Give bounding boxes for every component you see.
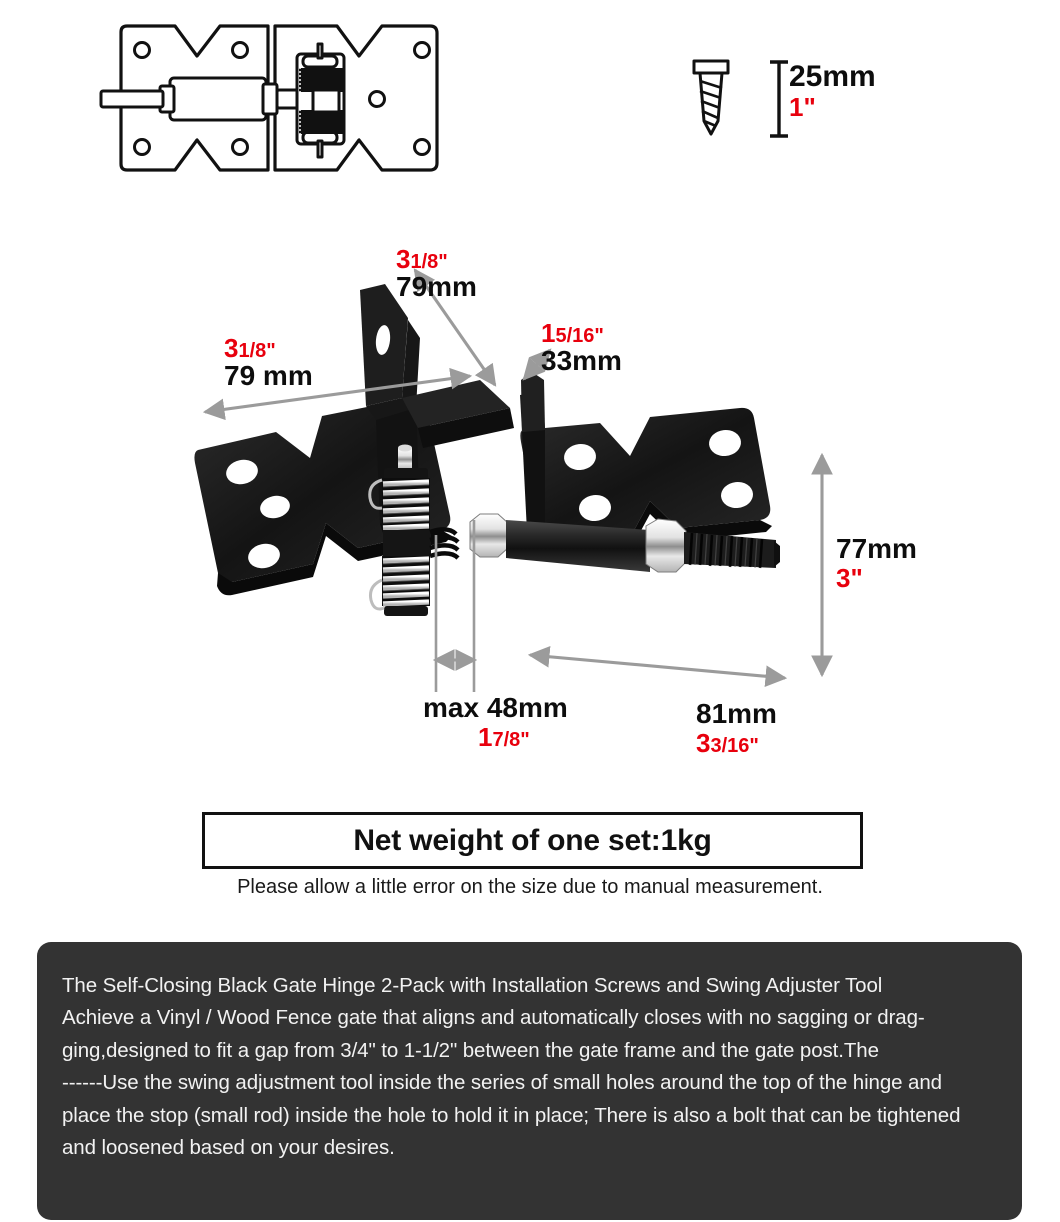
hinge-line-drawing	[85, 8, 485, 188]
dim-label-48mm: max 48mm 17/8"	[423, 692, 568, 752]
dim-label-79mm-left: 31/8" 79 mm	[224, 333, 313, 391]
dim-label-77mm: 77mm 3"	[836, 533, 917, 593]
dim-screw-25mm: 25mm 1"	[789, 60, 876, 122]
description-line-4: ------Use the swing adjustment tool inside the series of small holes around the top of the hinge and	[62, 1071, 942, 1095]
description-line-1: The Self-Closing Black Gate Hinge 2-Pack with Installation Screws and Swing Adjuster Tool	[62, 974, 883, 997]
description-line-6: and loosened based on your desires.	[62, 1135, 395, 1159]
dim-label-81mm: 81mm 33/16"	[696, 698, 777, 758]
description-line-3: ging,designed to fit a gap from 3/4" to 1-1/2" between the gate frame and the gate post.The	[62, 1038, 879, 1062]
net-weight-box	[202, 812, 863, 869]
screw-icon	[688, 55, 734, 140]
dimension-arrows	[150, 240, 1010, 760]
description-line-2: Achieve a Vinyl / Wood Fence gate that aligns and automatically closes with no sagging or drag-	[62, 1006, 925, 1030]
measurement-disclaimer: Please allow a little error on the size due to manual measurement.	[237, 876, 823, 898]
dim-label-33mm: 15/16" 33mm	[541, 318, 622, 376]
product-description-panel	[37, 942, 1022, 1220]
description-line-5: place the stop (small rod) inside the hole to hold it in place; There is also a bolt that can be tightened	[62, 1103, 961, 1127]
dim-label-79mm-top: 31/8" 79mm	[396, 244, 477, 302]
net-weight-label: Net weight of one set:1kg	[353, 823, 712, 857]
